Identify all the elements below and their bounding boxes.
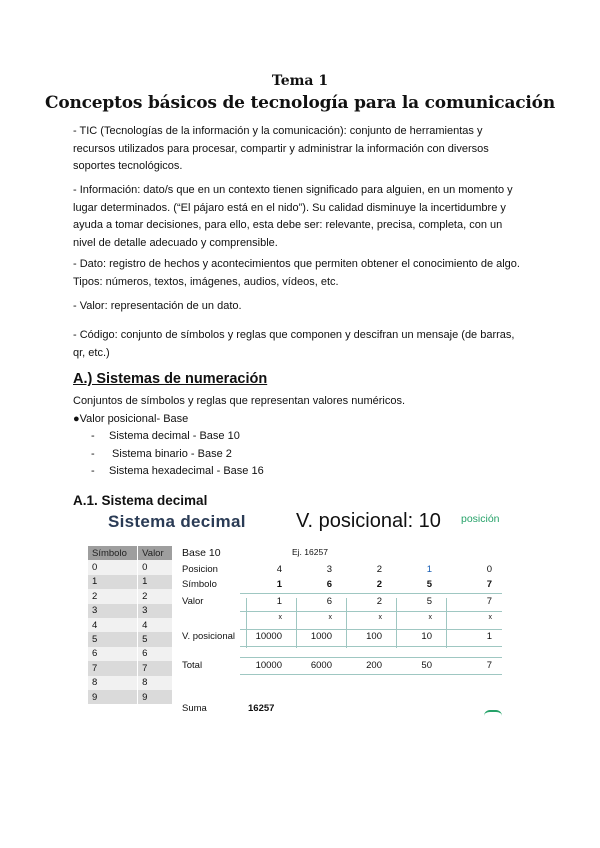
paragraph-line: recursos utilizados para procesar, compartir y administrar la información con diversos <box>73 142 489 155</box>
calc-cell: x <box>328 614 332 621</box>
grid-line <box>240 674 502 675</box>
calc-cell: 1 <box>276 579 282 590</box>
calc-cell: 7 <box>486 596 492 607</box>
paragraph-line: nivel de detalle adecuado y comprensible. <box>73 236 278 249</box>
symbol-cell: 3 <box>88 604 138 618</box>
sum-label: Suma <box>182 703 207 714</box>
numeration-intro: Conjuntos de símbolos y reglas que representan valores numéricos. <box>73 395 406 407</box>
symbol-value-table <box>88 546 172 704</box>
grid-line <box>240 611 502 612</box>
page-title: Conceptos básicos de tecnología para la comunicación <box>44 93 555 113</box>
grid-line <box>240 593 502 594</box>
calc-cell: x <box>428 614 432 621</box>
calc-cell: 2 <box>376 579 382 590</box>
symbol-cell: 1 <box>88 575 138 589</box>
calc-cell: x <box>378 614 382 621</box>
base-label: Base 10 <box>182 547 221 559</box>
calc-row <box>182 660 502 674</box>
calc-row <box>182 614 502 628</box>
calc-row <box>182 596 502 610</box>
calc-cell: 6000 <box>310 660 332 671</box>
paragraph-line: - Código: conjunto de símbolos y reglas que componen y descifran un mensaje (de barras, <box>73 329 515 341</box>
figure-positional-exponent: posición <box>461 513 500 525</box>
calc-cell: 1 <box>426 564 432 575</box>
numeration-list <box>73 393 405 481</box>
symbol-cell: 9 <box>88 690 138 704</box>
grid-line <box>240 646 502 647</box>
definition-paragraph <box>73 298 533 316</box>
sum-value: 16257 <box>248 703 275 714</box>
symbol-cell: 5 <box>88 632 138 646</box>
calc-row-label: Total <box>182 660 203 671</box>
symbol-cell: 0 <box>88 560 138 574</box>
value-cell: 5 <box>138 632 172 646</box>
section-heading-numeration: A.) Sistemas de numeración <box>73 371 268 387</box>
definition-paragraph <box>73 123 533 176</box>
paragraph-line: qr, etc.) <box>73 346 110 359</box>
column-header-value: Valor <box>138 546 172 560</box>
calc-cell: 1 <box>486 631 492 642</box>
paragraph-line: - Dato: registro de hechos y acontecimientos que permiten obtener el conocimiento de algo. <box>73 258 520 270</box>
decimal-system-figure <box>86 510 526 715</box>
calc-cell: 5 <box>426 596 432 607</box>
value-cell: 9 <box>138 690 172 704</box>
calc-cell: 1000 <box>310 631 332 642</box>
calc-cell: 2 <box>376 596 382 607</box>
value-cell: 4 <box>138 618 172 632</box>
calc-cell: x <box>488 614 492 621</box>
column-header-symbol: Símbolo <box>88 546 138 560</box>
calc-cell: 10000 <box>255 631 282 642</box>
paragraph-line: - TIC (Tecnologías de la información y la comunicación): conjunto de herramientas y <box>73 125 483 137</box>
list-item: - Sistema hexadecimal - Base 16 <box>91 465 264 477</box>
symbol-cell: 6 <box>88 647 138 661</box>
symbol-cell: 8 <box>88 676 138 690</box>
value-cell: 2 <box>138 589 172 603</box>
value-cell: 8 <box>138 676 172 690</box>
calc-row-label: Posicion <box>182 564 218 575</box>
calc-cell: 7 <box>486 660 492 671</box>
subsection-heading-decimal: A.1. Sistema decimal <box>73 493 208 508</box>
example-number: Ej. 16257 <box>292 547 328 557</box>
calc-cell: 100 <box>366 631 382 642</box>
calc-cell: 10 <box>421 631 432 642</box>
calc-cell: 0 <box>486 564 492 575</box>
calc-cell: 3 <box>326 564 332 575</box>
grid-line <box>240 629 502 630</box>
grid-line <box>446 598 447 648</box>
paragraph-line: soportes tecnológicos. <box>73 160 183 172</box>
grid-line <box>396 598 397 648</box>
grid-line <box>346 598 347 648</box>
symbol-cell: 2 <box>88 589 138 603</box>
symbol-cell: 7 <box>88 661 138 675</box>
definition-paragraph <box>73 256 533 291</box>
figure-positional-value: V. posicional: 10 <box>296 510 441 532</box>
calc-cell: x <box>278 614 282 621</box>
calc-cell: 10000 <box>255 660 282 671</box>
definition-paragraph <box>73 182 533 252</box>
paragraph-line: - Información: dato/s que en un contexto tienen significado para alguien, en un momento y <box>73 184 513 196</box>
numeration-bullet: ●Valor posicional- Base <box>73 412 189 425</box>
decorative-arc <box>484 710 502 716</box>
calc-cell: 2 <box>376 564 382 575</box>
value-cell: 1 <box>138 575 172 589</box>
calc-row-label: V. posicional <box>182 631 235 642</box>
list-item: - Sistema decimal - Base 10 <box>91 430 240 442</box>
calc-cell: 7 <box>486 579 492 590</box>
calc-row-label: Símbolo <box>182 579 217 590</box>
paragraph-line: ayuda a tomar decisiones, para ello, esta debe ser: relevante, precisa, completa, con un <box>73 219 503 231</box>
value-cell: 7 <box>138 661 172 675</box>
calc-cell: 200 <box>366 660 382 671</box>
calc-cell: 5 <box>426 579 432 590</box>
calc-cell: 6 <box>326 596 332 607</box>
calc-row <box>182 564 502 578</box>
calc-row-label: Valor <box>182 596 204 607</box>
calc-cell: 6 <box>326 579 332 590</box>
calc-row <box>182 579 502 593</box>
value-cell: 3 <box>138 604 172 618</box>
value-cell: 6 <box>138 647 172 661</box>
list-item: - Sistema binario - Base 2 <box>91 447 232 460</box>
calc-cell: 1 <box>276 596 282 607</box>
figure-title: Sistema decimal <box>108 512 246 531</box>
symbol-cell: 4 <box>88 618 138 632</box>
paragraph-line: Tipos: números, textos, imágenes, audios, vídeos, etc. <box>73 275 339 288</box>
definition-paragraph <box>73 327 533 362</box>
grid-line <box>240 657 502 658</box>
paragraph-line: lugar determinados. (“El pájaro está en el nido”). Su calidad disminuye la incertidumbre y <box>73 201 506 214</box>
calc-row <box>182 631 502 645</box>
calc-cell: 4 <box>276 564 282 575</box>
grid-line <box>296 598 297 648</box>
paragraph-line: - Valor: representación de un dato. <box>73 300 242 312</box>
grid-line <box>246 598 247 648</box>
topic-label: Tema 1 <box>271 73 329 89</box>
calc-cell: 50 <box>421 660 432 671</box>
value-cell: 0 <box>138 560 172 574</box>
